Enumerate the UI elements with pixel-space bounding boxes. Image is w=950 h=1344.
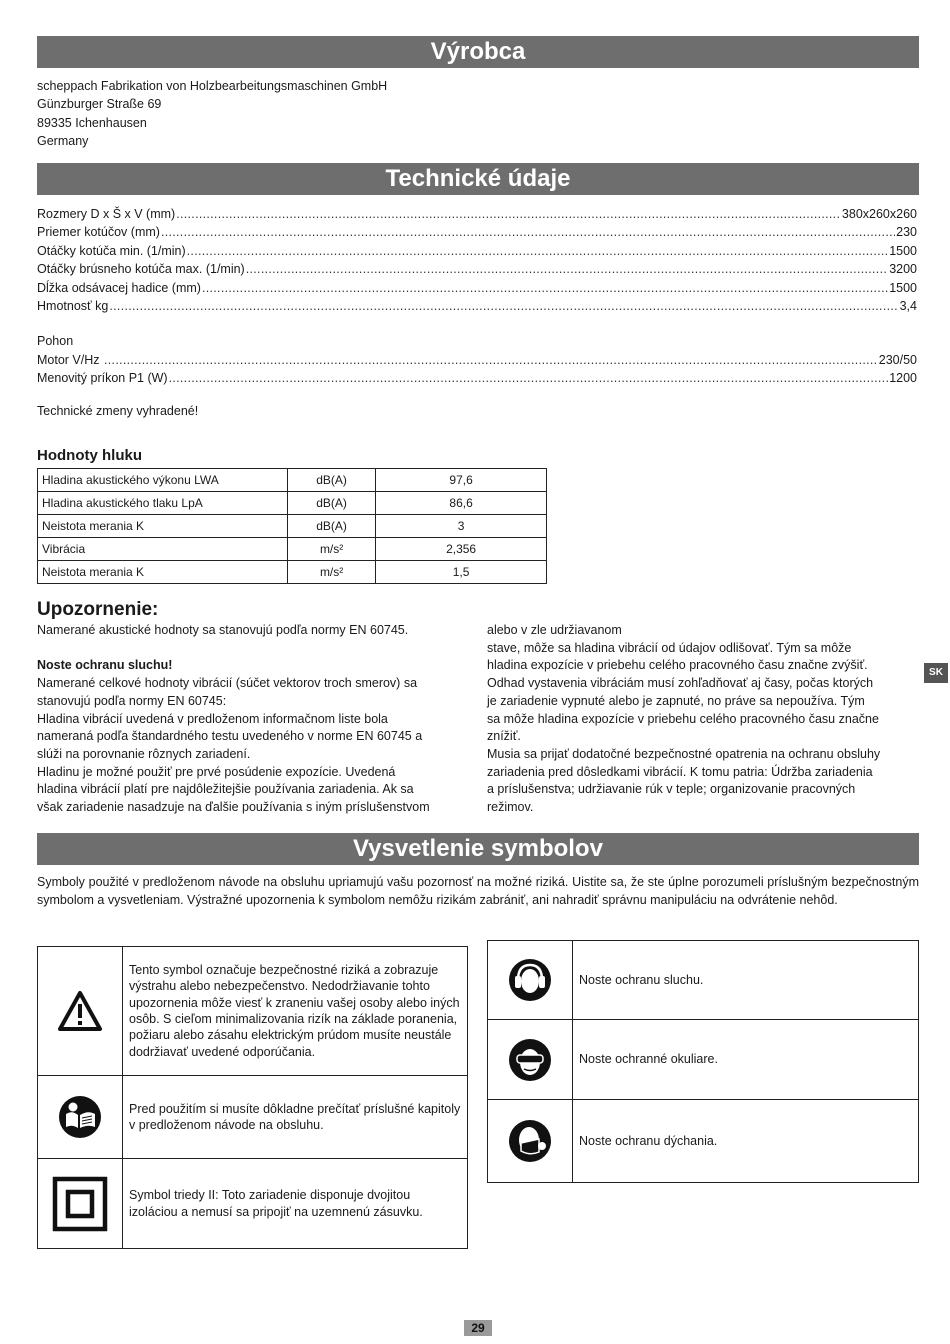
manufacturer-line: Germany — [37, 134, 89, 149]
warning-left-column — [37, 622, 467, 817]
symbols-heading: Vysvetlenie symbolov — [37, 833, 919, 865]
manufacturer-heading: Výrobca — [37, 36, 919, 68]
warning-line: nameraná podľa štandardného testu uvedeného v norme EN 60745 a — [37, 729, 423, 744]
table-cell: dB(A) — [288, 469, 376, 492]
manufacturer-line: 89335 Ichenhausen — [37, 115, 147, 130]
symbol-description: Noste ochranu sluchu. — [579, 972, 704, 987]
warning-line: znížiť. — [487, 729, 521, 744]
warning-line: zariadenia pred dôsledkami vibrácií. K tomu patria: Údržba zariadenia — [487, 764, 873, 779]
symbol-description: Noste ochranné okuliare. — [579, 1052, 718, 1067]
symbols-table-left — [37, 946, 468, 1249]
symbol-row — [38, 1159, 467, 1248]
symbol-description: Noste ochranu dýchania. — [579, 1133, 718, 1148]
symbols-table-right — [487, 940, 919, 1183]
spec-label: Otáčky brúsneho kotúča max. (1/min) — [37, 262, 245, 277]
warning-heading: Upozornenie: — [37, 599, 159, 620]
warning-line — [37, 640, 467, 658]
warning-right-column — [487, 622, 917, 817]
table-row — [38, 469, 547, 492]
eye-protection-icon — [488, 1020, 573, 1099]
symbol-row — [488, 941, 918, 1020]
noise-heading: Hodnoty hluku — [37, 447, 142, 464]
warning-line-bold: Noste ochranu sluchu! — [37, 658, 173, 673]
spec-row — [37, 260, 917, 278]
table-cell: 1,5 — [376, 561, 547, 584]
warning-line: sa môže hladina expozície v priebehu celého pracovného času značne — [487, 711, 879, 726]
warning-line: režimov. — [487, 800, 534, 815]
warning-line: Hladinu je možné použiť pre prvé posúdenie expozície. Uvedená — [37, 764, 396, 779]
noise-table — [37, 468, 547, 584]
language-tab: SK — [924, 663, 948, 683]
symbol-description: Tento symbol označuje bezpečnostné riziká a zobrazuje výstrahu alebo nebezpečenstvo. Nedodržiavanie tohto upozornenia môže viesť k zraneniu vašej osoby alebo iných osôb. S cieľom minimalizovania rizík na základe poranenia, požiaru alebo zásahu elektrickým prúdom musíte neustále dodržiavať uvedené odporúčania. — [129, 963, 460, 1059]
table-row — [38, 515, 547, 538]
spec-value: 230 — [896, 225, 917, 240]
spec-label: Otáčky kotúča min. (1/min) — [37, 243, 186, 258]
spec-label: Dĺžka odsávacej hadice (mm) — [37, 280, 201, 295]
warning-line: Namerané celkové hodnoty vibrácií (súčet vektorov troch smerov) sa — [37, 676, 418, 691]
table-cell: dB(A) — [288, 515, 376, 538]
warning-line: Hladina vibrácií uvedená v predloženom informačnom liste bola — [37, 711, 388, 726]
spec-value: 230/50 — [878, 353, 917, 367]
spec-list — [37, 205, 917, 315]
warning-line: je zariadenie vypnuté alebo je zapnuté, no práve sa nepoužíva. Tým — [487, 693, 865, 708]
table-cell: Neistota merania K — [38, 561, 288, 584]
table-row — [38, 538, 547, 561]
spec-value: 3,4 — [899, 298, 917, 313]
table-row — [38, 492, 547, 515]
spec-value: 1500 — [889, 243, 917, 258]
warning-line: hladina vibrácií platí pre najdôležitejšie používania zariadenia. Ak sa — [37, 782, 414, 797]
spec-label: Priemer kotúčov (mm) — [37, 225, 160, 240]
spec-row — [37, 351, 917, 369]
symbol-row — [38, 1076, 467, 1159]
changes-note: Technické zmeny vyhradené! — [37, 404, 199, 418]
warning-line: však zariadenie nasadzuje na ďalšie používania s iným príslušenstvom — [37, 800, 430, 815]
protection-class-ii-icon — [38, 1159, 123, 1248]
symbols-intro: Symboly použité v predloženom návode na obsluhu upriamujú vašu pozornosť na možné riziká. Uistite sa, že ste úplne porozumeli príslušným bezpečnostným symbolom a vysvetleniam. Výstražné upozornenia k symbolom nemôžu rizikám zabrániť, ani nahradiť správnu manipuláciu na odvrátenie nehôd. — [37, 875, 919, 908]
ear-protection-icon — [488, 941, 573, 1019]
table-row — [38, 561, 547, 584]
warning-line: alebo v zle udržiavanom — [487, 623, 622, 637]
page-number: 29 — [464, 1320, 492, 1336]
drive-label: Pohon — [37, 334, 74, 348]
warning-line: stave, môže sa hladina vibrácií od údajov odlišovať. Tým sa môže — [487, 640, 852, 655]
spec-label: Hmotnosť kg — [37, 298, 109, 313]
spec-row — [37, 279, 917, 297]
table-cell: Neistota merania K — [38, 515, 288, 538]
warning-line: Namerané akustické hodnoty sa stanovujú podľa normy EN 60745. — [37, 623, 409, 637]
table-cell: Vibrácia — [38, 538, 288, 561]
respiratory-protection-icon — [488, 1100, 573, 1182]
warning-line: a príslušenstva; udržiavanie rúk v teple; organizovanie pracovných — [487, 782, 856, 797]
read-manual-icon — [38, 1076, 123, 1158]
spec-label: Rozmery D x Š x V (mm) — [37, 207, 176, 221]
symbol-row — [488, 1100, 918, 1182]
warning-line: Musia sa prijať dodatočné bezpečnostné opatrenia na ochranu obsluhy — [487, 746, 881, 761]
warning-line: hladina expozície v priebehu celého pracovného času značne zvýšiť. — [487, 658, 868, 673]
spec-value: 1500 — [889, 280, 917, 295]
spec-row — [37, 242, 917, 260]
table-cell: Hladina akustického tlaku LpA — [38, 492, 288, 515]
warning-triangle-icon — [38, 947, 123, 1075]
technical-heading: Technické údaje — [37, 163, 919, 195]
manufacturer-line: scheppach Fabrikation von Holzbearbeitungsmaschinen GmbH — [37, 79, 388, 93]
table-cell: 86,6 — [376, 492, 547, 515]
warning-line: slúži na porovnanie rôznych zariadení. — [37, 746, 251, 761]
warning-line: Odhad vystavenia vibráciám musí zohľadňovať aj časy, počas ktorých — [487, 676, 874, 691]
spec-row — [37, 205, 917, 223]
symbol-row — [488, 1020, 918, 1100]
table-cell: 2,356 — [376, 538, 547, 561]
table-cell: dB(A) — [288, 492, 376, 515]
table-cell: m/s² — [288, 538, 376, 561]
spec-row — [37, 369, 917, 387]
spec-label: Menovitý príkon P1 (W) — [37, 371, 168, 386]
spec-row — [37, 297, 917, 315]
spec-value: 380x260x260 — [841, 207, 917, 221]
table-cell: 3 — [376, 515, 547, 538]
spec-value: 1200 — [889, 371, 917, 386]
table-cell: m/s² — [288, 561, 376, 584]
spec-value: 3200 — [889, 262, 917, 277]
warning-line: stanovujú podľa normy EN 60745: — [37, 693, 227, 708]
table-cell: 97,6 — [376, 469, 547, 492]
manufacturer-line: Günzburger Straße 69 — [37, 97, 162, 112]
drive-spec-list — [37, 351, 917, 388]
spec-row — [37, 223, 917, 241]
symbol-row — [38, 947, 467, 1076]
spec-label: Motor V/Hz — [37, 353, 103, 367]
manufacturer-address — [37, 77, 919, 151]
symbol-description: Symbol triedy II: Toto zariadenie disponuje dvojitou izoláciou a nemusí sa pripojiť na uzemnenú zásuvku. — [129, 1188, 423, 1219]
table-cell: Hladina akustického výkonu LWA — [38, 469, 288, 492]
symbol-description: Pred použitím si musíte dôkladne prečítať príslušné kapitoly v predloženom návode na obsluhu. — [129, 1101, 461, 1132]
